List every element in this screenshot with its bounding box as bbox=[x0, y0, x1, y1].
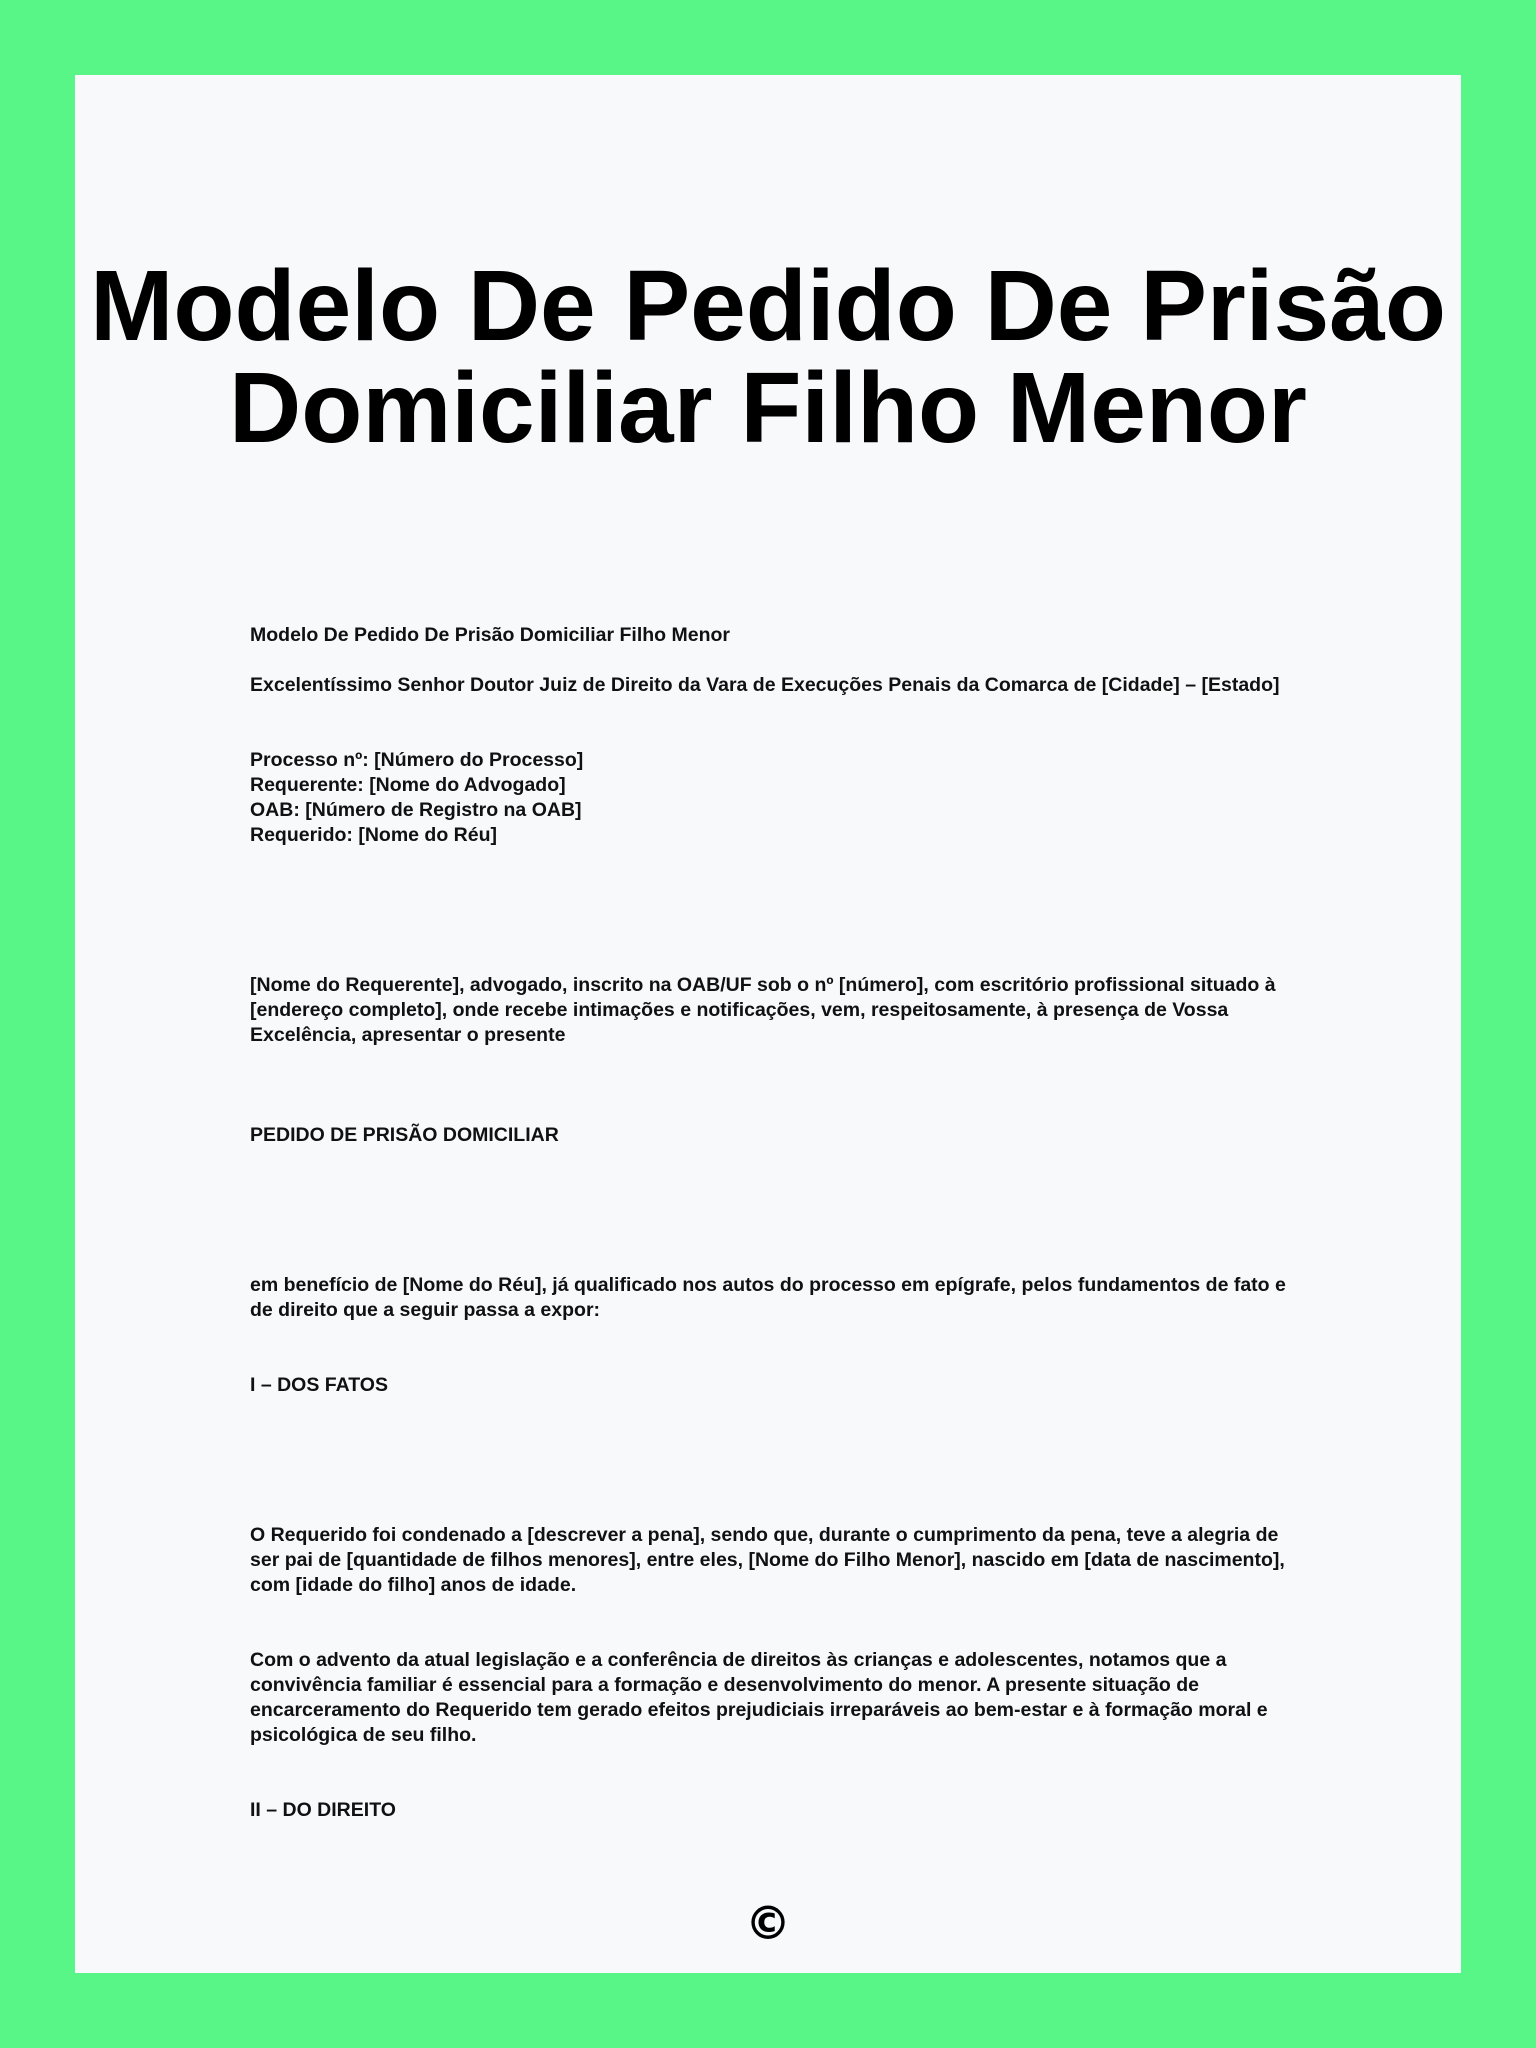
section-facts-heading: I – DOS FATOS bbox=[250, 1374, 388, 1396]
document-page bbox=[75, 75, 1461, 1973]
process-number: Processo nº: [Número do Processo] bbox=[250, 749, 584, 771]
page-title: Modelo De Pedido De Prisão Domiciliar Filho Menor bbox=[90, 250, 1446, 464]
requested-party: Requerido: [Nome do Réu] bbox=[250, 824, 497, 846]
request-title: PEDIDO DE PRISÃO DOMICILIAR bbox=[250, 1124, 559, 1146]
addressee: Excelentíssimo Senhor Doutor Juiz de Direito da Vara de Execuções Penais da Comarca de [Cidade] – [Estado] bbox=[250, 674, 1280, 696]
copyright-icon: © bbox=[745, 1896, 791, 1950]
requester: Requerente: [Nome do Advogado] bbox=[250, 774, 566, 796]
facts-paragraph-1: O Requerido foi condenado a [descrever a pena], sendo que, durante o cumprimento da pena, teve a alegria de ser pai de [quantidade de filhos menores], entre eles, [Nome do Filho Menor], nascido em [data de nascimento], com [idade do filho] anos de idade. bbox=[250, 1524, 1285, 1596]
intro-paragraph: [Nome do Requerente], advogado, inscrito na OAB/UF sob o nº [número], com escritório profissional situado à [endereço completo], onde recebe intimações e notificações, vem, respeitosamente, à presença de Vossa Excelência, apresentar o presente bbox=[250, 974, 1276, 1046]
facts-paragraph-2: Com o advento da atual legislação e a conferência de direitos às crianças e adolescentes, notamos que a convivência familiar é essencial para a formação e desenvolvimento do menor. A presente situação de encarceramento do Requerido tem gerado efeitos prejudiciais irreparáveis ao bem-estar e à formação moral e psicológica de seu filho. bbox=[250, 1649, 1268, 1746]
document-heading: Modelo De Pedido De Prisão Domiciliar Filho Menor bbox=[250, 624, 730, 646]
section-law-heading: II – DO DIREITO bbox=[250, 1799, 396, 1821]
oab-number: OAB: [Número de Registro na OAB] bbox=[250, 799, 582, 821]
beneficiary-paragraph: em benefício de [Nome do Réu], já qualificado nos autos do processo em epígrafe, pelos fundamentos de fato e de direito que a seguir passa a expor: bbox=[250, 1274, 1286, 1321]
